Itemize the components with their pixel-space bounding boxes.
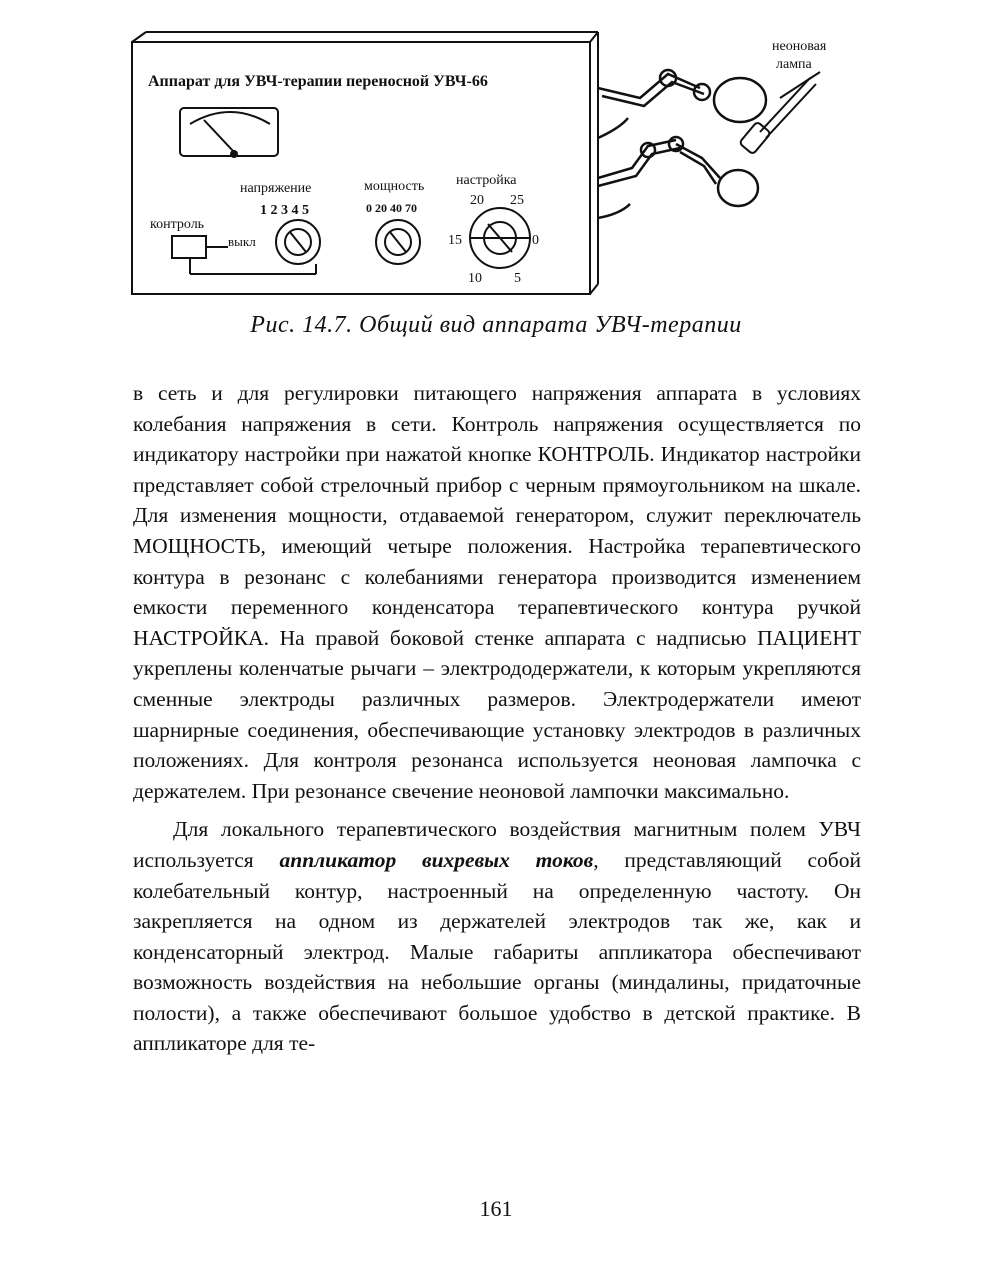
paragraph-2-start: Для локального терапевтического воздействия магнитным полем УВЧ используется	[133, 817, 861, 872]
tuning-tick-0: 0	[532, 233, 539, 248]
device-body	[132, 32, 598, 294]
device-figure	[120, 28, 880, 308]
neon-lamp	[739, 72, 820, 155]
tuning-tick-15: 15	[448, 233, 462, 248]
voltage-knob	[276, 220, 320, 264]
power-label: мощность	[364, 179, 425, 194]
tuning-label: настройка	[456, 173, 517, 188]
neon-lamp-label-1: неоновая	[772, 39, 827, 54]
tuning-tick-25: 25	[510, 193, 524, 208]
neon-lamp-label-2: лампа	[776, 57, 812, 72]
page-number: 161	[479, 1196, 513, 1221]
tuning-tick-20: 20	[470, 193, 484, 208]
uhf-device-illustration	[120, 28, 880, 308]
paragraph-1: в сеть и для регулировки питающего напряжения аппарата в условиях колебания напряжения в сети. Контроль напряжения осуществляется по индикатору настройки при нажатой кнопке КОНТРОЛЬ. Индикатор настройки представляет собой стрелочный прибор с черным прямоугольником на шкале. Для изменения мощности, отдаваемой генератором, служит переключатель МОЩНОСТЬ, имеющий четыре положения. Настройка терапевтического контура в резонанс с колебаниями генератора производится изменением емкости переменного конденсатора терапевтического контура ручкой НАСТРОЙКА. На правой боковой стенке аппарата с надписью ПАЦИЕНТ укреплены коленчатые рычаги – электрододержатели, к которым укрепляются сменные электроды различных размеров. Электродержатели имеют шарнирные соединения, обеспечивающие установку электродов в различных положениях. Для контроля резонанса используется неоновая лампочка с держателем. При резонансе свечение неоновой лампочки максимально.	[133, 381, 861, 803]
figure-caption: Рис. 14.7. Общий вид аппарата УВЧ-терапии	[250, 312, 742, 338]
body-text	[133, 378, 861, 1059]
power-scale: 0 20 40 70	[366, 201, 417, 215]
indicator-meter	[180, 108, 278, 157]
tuning-tick-5: 5	[514, 271, 521, 286]
tuning-knob	[470, 208, 530, 268]
highlighted-term: аппликатор вихревых токов	[279, 847, 594, 872]
off-label: выкл	[228, 234, 256, 249]
paragraph-2	[133, 814, 861, 1059]
paragraph-2-end: , представляющий собой колебательный контур, настроенный на определенную частоту. Он закрепляется на одном из держателей электродов так же, как и конденсаторный электрод. Малые габариты аппликатора обеспечивают возможность воздействия на небольшие органы (миндалины, придаточные полости), а также обеспечивают большое удобство в детской практике. В аппликаторе для те-	[133, 847, 861, 1056]
device-title: Аппарат для УВЧ-терапии переносной УВЧ-66	[148, 73, 488, 90]
control-label: контроль	[150, 217, 205, 232]
power-knob	[376, 220, 420, 264]
voltage-scale: 1 2 3 4 5	[260, 203, 309, 218]
tuning-tick-10: 10	[468, 271, 482, 286]
voltage-label: напряжение	[240, 181, 312, 196]
